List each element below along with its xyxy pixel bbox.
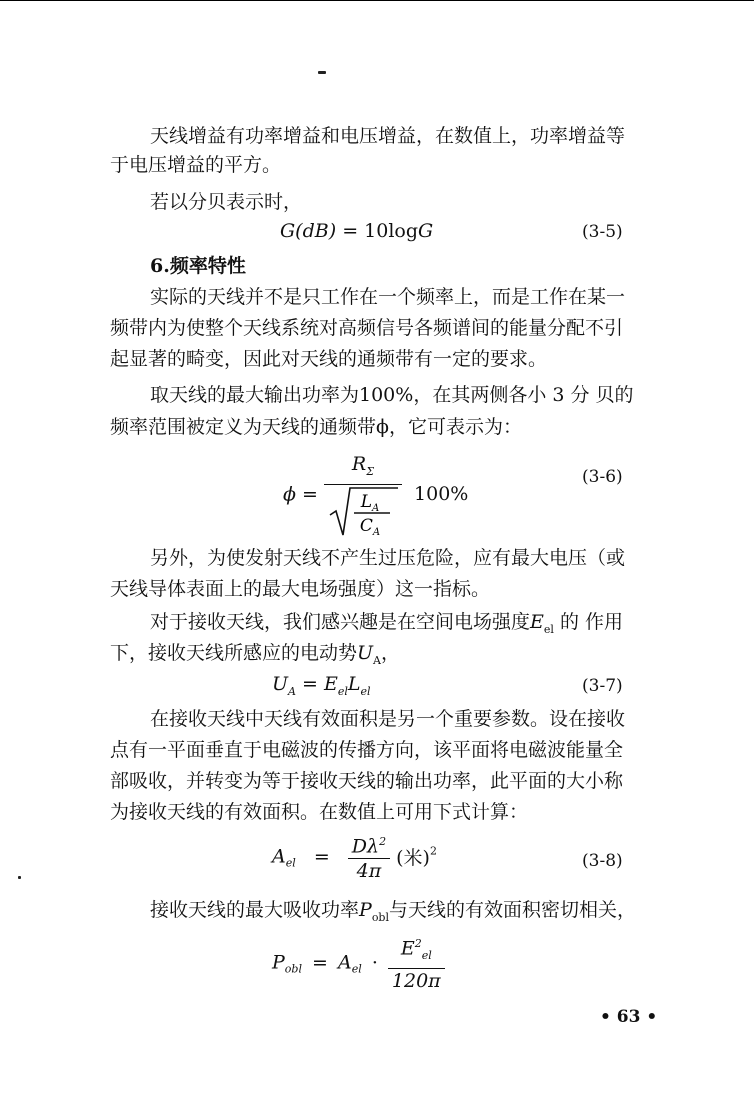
- eq-lhs: G(dB): [280, 220, 337, 242]
- eq-denominator: 120π: [391, 970, 441, 993]
- body-text-line: 频带内为使整个天线系统对高频信号各频谱间的能量分配不引: [110, 317, 624, 339]
- eq-sub: Σ: [366, 464, 375, 478]
- equation-number: (3-6): [582, 467, 623, 487]
- equation-3-8: [272, 830, 437, 883]
- eq-sup: 2: [414, 937, 422, 950]
- eq-sub: obl: [371, 910, 389, 924]
- eq-factor: 100%: [414, 483, 469, 506]
- eq-var: R: [351, 453, 367, 475]
- body-text-line: 另外，为使发射天线不产生过压危险，应有最大电压（或: [150, 547, 626, 569]
- body-text-line: 若以分贝表示时，: [150, 191, 303, 213]
- eq-sub: el: [337, 684, 348, 698]
- body-text-line: [150, 610, 623, 642]
- eq-sub: el: [543, 622, 554, 636]
- eq-inner-num: $L_A$: [360, 491, 380, 514]
- eq-inner-den: $C_A$: [359, 515, 381, 537]
- eq-unit: (米): [396, 847, 430, 870]
- eq-var: P: [272, 951, 285, 974]
- body-text-line: 点有一平面垂直于电磁波的传播方向，该平面将电磁波能量全: [110, 739, 624, 761]
- text-span: 下，接收天线所感应的电动势: [110, 642, 358, 664]
- body-text-line: 取天线的最大输出功率为100%，在其两侧各小 3 分 贝的: [150, 384, 634, 406]
- eq-var: U: [357, 642, 374, 664]
- sqrt-sign: [328, 485, 398, 537]
- eq-sub: A: [373, 653, 381, 667]
- eq-var: A: [272, 845, 286, 868]
- eq-dot: ·: [371, 951, 378, 974]
- equation-absorbed-power: [272, 932, 445, 993]
- body-text-line: 天线增益有功率增益和电压增益，在数值上，功率增益等: [150, 125, 626, 147]
- eq-equals: =: [313, 845, 330, 868]
- body-text-line: 实际的天线并不是只工作在一个频率上，而是工作在某一: [150, 286, 626, 308]
- equation-number: (3-5): [582, 222, 623, 242]
- eq-numerator: [348, 830, 390, 859]
- eq-denominator: 4π: [356, 860, 382, 883]
- body-text-line: 在接收天线中天线有效面积是另一个重要参数。设在接收: [150, 708, 626, 730]
- eq-sub: el: [351, 962, 362, 976]
- eq-variable: G: [418, 220, 434, 242]
- text-span: 接收天线的最大吸收功率: [150, 899, 360, 921]
- eq-sub: obl: [284, 962, 302, 976]
- eq-sup: 2: [379, 835, 387, 848]
- eq-equals: =: [302, 673, 318, 695]
- top-border: [0, 0, 754, 1]
- page-number: • 63 •: [600, 1007, 658, 1027]
- eq-fraction: [324, 452, 402, 537]
- eq-coefficient: 10: [364, 220, 389, 242]
- eq-var: E: [530, 611, 544, 633]
- body-text-line: 为接收天线的有效面积。在数值上可用下式计算：: [110, 801, 529, 823]
- body-text-line: 天线导体表面上的最大电场强度）这一指标。: [110, 578, 491, 600]
- eq-var: L: [347, 673, 361, 695]
- eq-var: E: [323, 673, 338, 695]
- equation-number: (3-7): [582, 676, 623, 696]
- eq-lhs: ϕ =: [283, 483, 318, 506]
- eq-sub: el: [360, 684, 371, 698]
- eq-sub: A: [288, 684, 296, 698]
- text-span: 的 作用: [559, 611, 624, 633]
- eq-var: Dλ: [351, 835, 380, 858]
- body-text-line: [150, 898, 636, 930]
- equation-3-6: [283, 452, 468, 537]
- eq-numerator: [388, 932, 445, 969]
- eq-equals: =: [312, 951, 328, 974]
- eq-fraction: [388, 932, 445, 993]
- text-span: 对于接收天线，我们感兴趣是在空间电场强度: [150, 611, 531, 633]
- body-text-line: [110, 641, 400, 673]
- eq-fraction: [348, 830, 390, 883]
- eq-function: log: [388, 220, 419, 242]
- eq-sub: el: [285, 856, 296, 870]
- eq-sup: 2: [429, 844, 437, 858]
- body-text-line: 频率范围被定义为天线的通频带ϕ，它可表示为：: [110, 416, 522, 438]
- body-text-line: 于电压增益的平方。: [110, 154, 282, 176]
- eq-var: E: [400, 937, 415, 960]
- equation-3-7: [272, 673, 371, 698]
- eq-var: A: [338, 951, 352, 974]
- eq-sub: el: [421, 949, 432, 963]
- body-text-line: 起显著的畸变，因此对天线的通频带有一定的要求。: [110, 348, 548, 370]
- section-heading: 6.频率特性: [150, 255, 246, 277]
- eq-equals: =: [342, 220, 359, 242]
- eq-var: P: [359, 899, 372, 921]
- eq-numerator: [324, 452, 402, 485]
- equation-number: (3-8): [582, 851, 623, 871]
- scan-speck: [318, 71, 326, 74]
- eq-var: U: [272, 673, 289, 695]
- text-span: ，: [380, 642, 400, 664]
- eq-denominator: [324, 485, 402, 537]
- equation-3-5: [280, 220, 433, 242]
- scan-speck: [18, 876, 21, 879]
- body-text-line: 部吸收，并转变为等于接收天线的输出功率，此平面的大小称: [110, 770, 624, 792]
- text-span: 与天线的有效面积密切相关，: [389, 899, 637, 921]
